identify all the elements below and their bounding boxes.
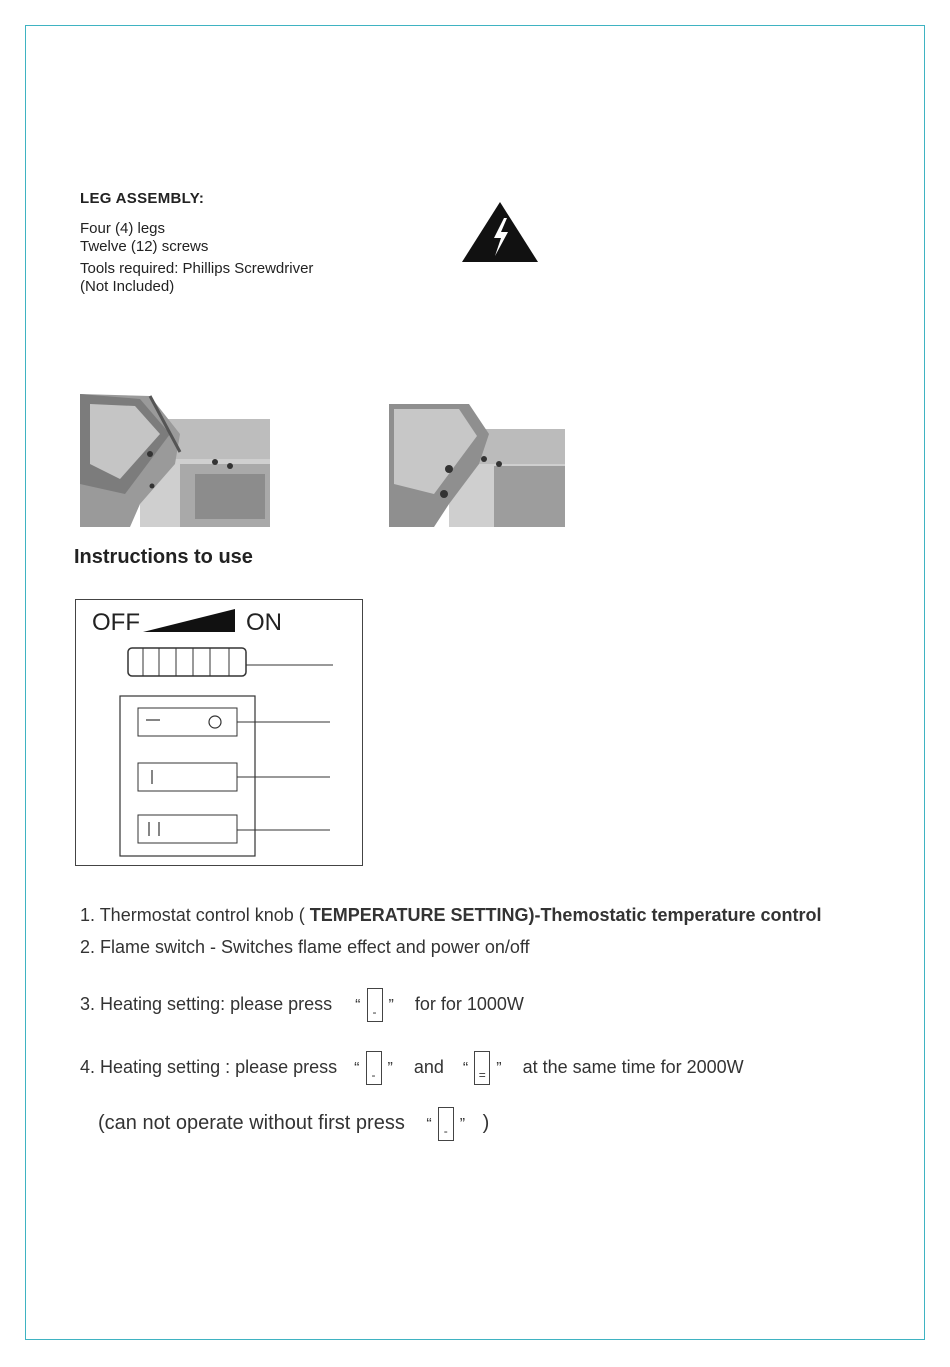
key-symbol: - bbox=[372, 1005, 377, 1020]
list-item-4-suffix: at the same time for 2000W bbox=[522, 1057, 744, 1077]
list-item-1-text: 1. Thermostat control knob ( bbox=[80, 905, 310, 925]
list-item-4-and: and bbox=[413, 1057, 444, 1077]
leg-assembly-line: Four (4) legs bbox=[80, 220, 166, 237]
flame-switch bbox=[138, 708, 237, 736]
list-item-3 bbox=[80, 980, 524, 1030]
close-quote: ” bbox=[496, 1060, 502, 1077]
leg-assembly-title: LEG ASSEMBLY: bbox=[80, 190, 205, 207]
close-quote: ” bbox=[387, 1060, 393, 1077]
single-heat-key-icon bbox=[438, 1107, 454, 1141]
electric-shock-warning-icon bbox=[460, 200, 540, 264]
open-quote: “ bbox=[462, 1060, 469, 1077]
on-label: ON bbox=[246, 609, 282, 636]
list-item-4-text: 4. Heating setting : please press bbox=[80, 1057, 338, 1077]
heat-switch-1 bbox=[138, 763, 237, 791]
thermostat-knob bbox=[128, 648, 246, 676]
leg-assembly-line: (Not Included) bbox=[80, 278, 175, 295]
double-heat-key-icon bbox=[474, 1051, 490, 1085]
close-quote: ” bbox=[459, 1116, 466, 1133]
key-symbol: - bbox=[371, 1068, 376, 1083]
list-item-2: 2. Flame switch - Switches flame effect and power on/off bbox=[80, 937, 530, 957]
key-symbol: - bbox=[443, 1123, 448, 1138]
key-symbol: = bbox=[478, 1068, 486, 1083]
heat-switch-2 bbox=[138, 815, 237, 843]
list-item-1-bold: TEMPERATURE SETTING)-Themostatic temperature control bbox=[309, 905, 822, 925]
off-label: OFF bbox=[92, 609, 140, 636]
single-heat-key-icon bbox=[367, 988, 383, 1022]
single-heat-key-icon bbox=[366, 1051, 382, 1085]
instructions-title: Instructions to use bbox=[74, 546, 253, 568]
note-suffix: ) bbox=[482, 1112, 490, 1134]
leg-attached-photo bbox=[389, 404, 565, 527]
leg-screwing-photo bbox=[80, 394, 270, 527]
open-quote: “ bbox=[355, 997, 361, 1014]
note-text: (can not operate without first press bbox=[98, 1112, 405, 1134]
note-line bbox=[98, 1098, 489, 1150]
list-item-3-text: 3. Heating setting: please press bbox=[80, 994, 333, 1014]
list-item-3-suffix: for for 1000W bbox=[414, 994, 524, 1014]
control-panel-drawing bbox=[75, 599, 363, 866]
open-quote: “ bbox=[426, 1116, 432, 1133]
list-item-4 bbox=[80, 1043, 744, 1093]
open-quote: “ bbox=[354, 1060, 360, 1077]
close-quote: ” bbox=[388, 997, 394, 1014]
leg-assembly-line: Twelve (12) screws bbox=[80, 238, 209, 255]
list-item-1 bbox=[80, 905, 822, 926]
power-ramp-icon bbox=[143, 609, 235, 632]
leg-assembly-line: Tools required: Phillips Screwdriver bbox=[80, 260, 314, 277]
